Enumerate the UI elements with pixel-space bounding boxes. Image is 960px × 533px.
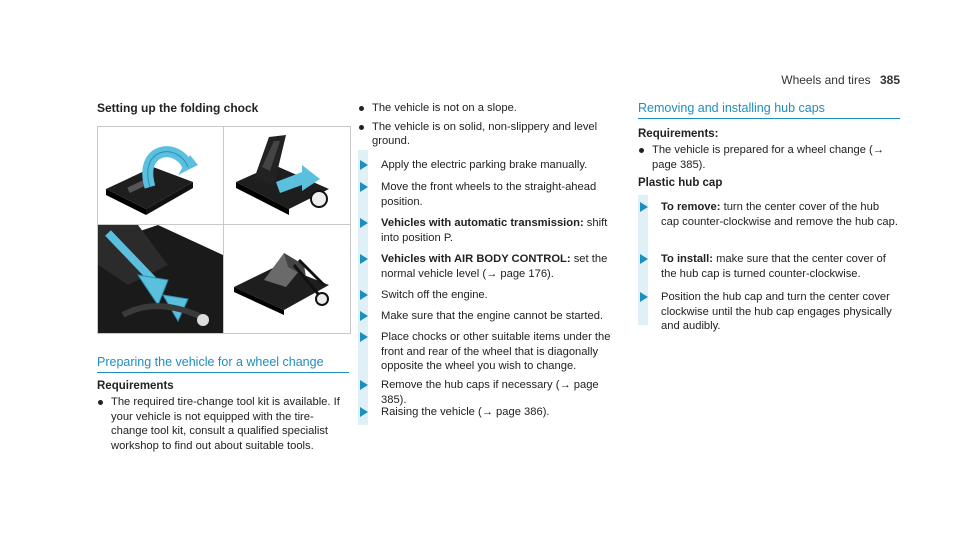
plastic-hubcap-label: Plastic hub cap [638,177,723,189]
list-item: The vehicle is on solid, non-slippery and level ground. [358,120,620,149]
chock-step-3-image [98,225,223,333]
section-rule [97,372,349,373]
step-arrow-icon [360,290,368,300]
chock-step-4-image [224,225,350,333]
step-arrow-icon [360,182,368,192]
requirements-list [97,395,349,457]
section-rule [638,118,900,119]
running-header [781,73,900,87]
step-arrow-icon [360,160,368,170]
chock-step-1-image [98,127,223,224]
page-number: 385 [879,73,900,87]
step-arrow-icon [360,254,368,264]
requirements-label: Requirements [97,380,174,392]
hubcap-section-title: Removing and installing hub caps [638,101,825,115]
step-arrow-icon [360,332,368,342]
step-arrow-icon [640,254,648,264]
step-arrow-icon [640,292,648,302]
list-item: The required tire-change tool kit is available. If your vehicle is not equipped with the tire-change tool kit, consult a qualified specialist workshop to find out about suitable tools. [97,395,349,453]
hubcap-requirements-label: Requirements: [638,128,719,140]
folding-chock-illustration [97,126,351,334]
step-arrow-icon [360,407,368,417]
hubcap-requirements-list [638,143,900,176]
header-section: Wheels and tires [781,73,871,87]
list-item: The vehicle is not on a slope. [358,101,620,116]
chock-step-2-image [224,127,350,224]
list-item: The vehicle is prepared for a wheel change (→ page 385). [638,143,900,172]
step-arrow-icon [360,218,368,228]
step-arrow-icon [360,311,368,321]
step-arrow-icon [360,380,368,390]
prep-section-title: Preparing the vehicle for a wheel change [97,355,324,369]
folding-chock-heading: Setting up the folding chock [97,101,259,115]
step-arrow-icon [640,202,648,212]
vehicle-requirements-list [358,101,620,153]
